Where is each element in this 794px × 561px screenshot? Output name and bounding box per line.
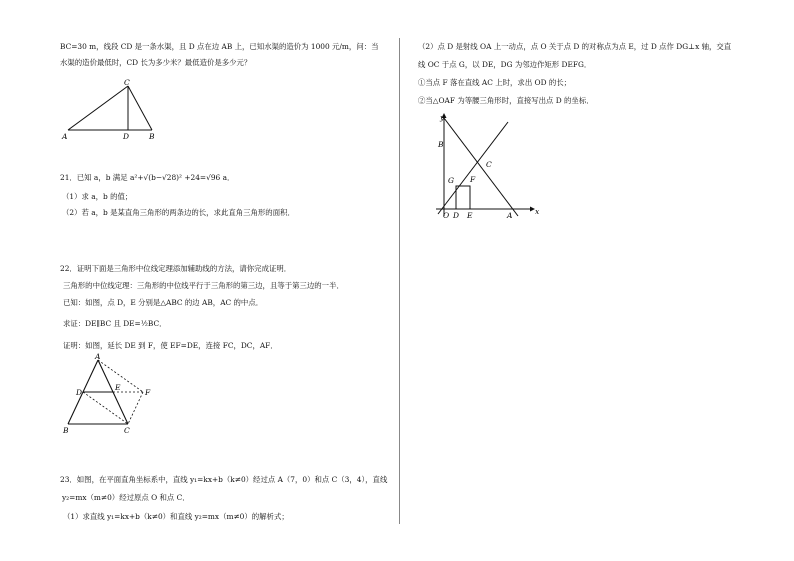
q22-label-d: D bbox=[76, 388, 83, 397]
right-column bbox=[418, 0, 778, 561]
left-column bbox=[60, 0, 390, 561]
point-label-g: G bbox=[448, 176, 454, 185]
q22-text-line-5: 证明：如图，延长 DE 到 F，使 EF=DE，连接 FC，DC，AF． bbox=[63, 341, 278, 350]
q22-text-line-1: 22．证明下面是三角形中位线定理添加辅助线的方法，请你完成证明． bbox=[60, 264, 292, 273]
q22-label-c: C bbox=[124, 426, 130, 435]
point-label-e: E bbox=[467, 211, 473, 220]
q20-label-d: D bbox=[123, 132, 130, 141]
q22-text-line-4 bbox=[63, 319, 167, 329]
q20-text-line-1: BC=30 m，线段 CD 是一条水渠，且 D 点在边 AB 上，已知水渠的造价为 1000 元/m，问：当 bbox=[60, 42, 379, 51]
q23-part2-line-3: ①当点 F 落在直线 AC 上时，求出 OD 的长； bbox=[418, 78, 572, 87]
q22-label-a: A bbox=[95, 352, 101, 361]
q23-part2-line-4: ②当△OAF 为等腰三角形时，直接写出点 D 的坐标． bbox=[418, 96, 594, 105]
q22-label-f: F bbox=[145, 388, 151, 397]
point-label-a: A bbox=[507, 211, 513, 220]
coordinate-figure bbox=[422, 108, 542, 220]
q22-line-4-prefix: 求证：DE∥BC 且 bbox=[63, 319, 121, 328]
q22-label-e: E bbox=[115, 383, 121, 392]
point-label-f: F bbox=[470, 175, 476, 184]
q23-text-line-3: （1）求直线 y₁=kx+b（k≠0）和直线 y₂=mx（m≠0）的解析式； bbox=[63, 512, 289, 521]
q21-stem bbox=[60, 173, 234, 183]
q22-fraction-expr: DE=½BC． bbox=[123, 319, 167, 328]
q23-part2-line-2: 线 OC 于点 G，以 DE，DG 为邻边作矩形 DEFG． bbox=[418, 60, 592, 69]
column-divider bbox=[399, 38, 400, 524]
q23-text-line-2: y₂=mx（m≠0）经过原点 O 和点 C． bbox=[62, 493, 190, 502]
q22-label-b: B bbox=[63, 426, 69, 435]
q22-triangle-figure bbox=[60, 352, 160, 436]
q20-triangle-figure bbox=[60, 76, 170, 142]
axis-label-y: y bbox=[440, 113, 445, 122]
q20-label-c: C bbox=[124, 78, 130, 87]
point-label-c: C bbox=[486, 160, 492, 169]
q20-label-a: A bbox=[62, 132, 68, 141]
q22-text-line-3: 已知：如图，点 D，E 分别是△ABC 的边 AB，AC 的中点． bbox=[63, 298, 264, 307]
q23-part2-line-1: （2）点 D 是射线 OA 上一动点，点 O 关于点 D 的对称点为点 E，过 D 点作 DG⊥x 轴，交直 bbox=[418, 42, 732, 51]
q21-equation: a²+√(b−√28)² +24=√96 a． bbox=[129, 173, 235, 182]
point-label-b: B bbox=[438, 140, 444, 149]
point-label-d: D bbox=[453, 211, 460, 220]
q23-text-line-1: 23．如图，在平面直角坐标系中，直线 y₁=kx+b（k≠0）经过点 A（7，0）和点 C（3，4），直线 bbox=[60, 475, 388, 484]
q20-text-line-2: 水渠的造价最低时，CD 长为多少米？最低造价是多少元？ bbox=[60, 58, 252, 67]
q21-sub-1: （1）求 a，b 的值； bbox=[62, 192, 133, 201]
q21-stem-prefix: 21．已知 a，b 满足 bbox=[60, 173, 128, 182]
axis-label-x: x bbox=[535, 207, 540, 216]
q21-sub-2: （2）若 a，b 是某直角三角形的两条边的长，求此直角三角形的面积． bbox=[62, 208, 295, 217]
q20-label-b: B bbox=[149, 132, 155, 141]
point-label-o: O bbox=[443, 211, 450, 220]
q22-text-line-2: 三角形的中位线定理：三角形的中位线平行于三角形的第三边，且等于第三边的一半． bbox=[63, 281, 344, 290]
